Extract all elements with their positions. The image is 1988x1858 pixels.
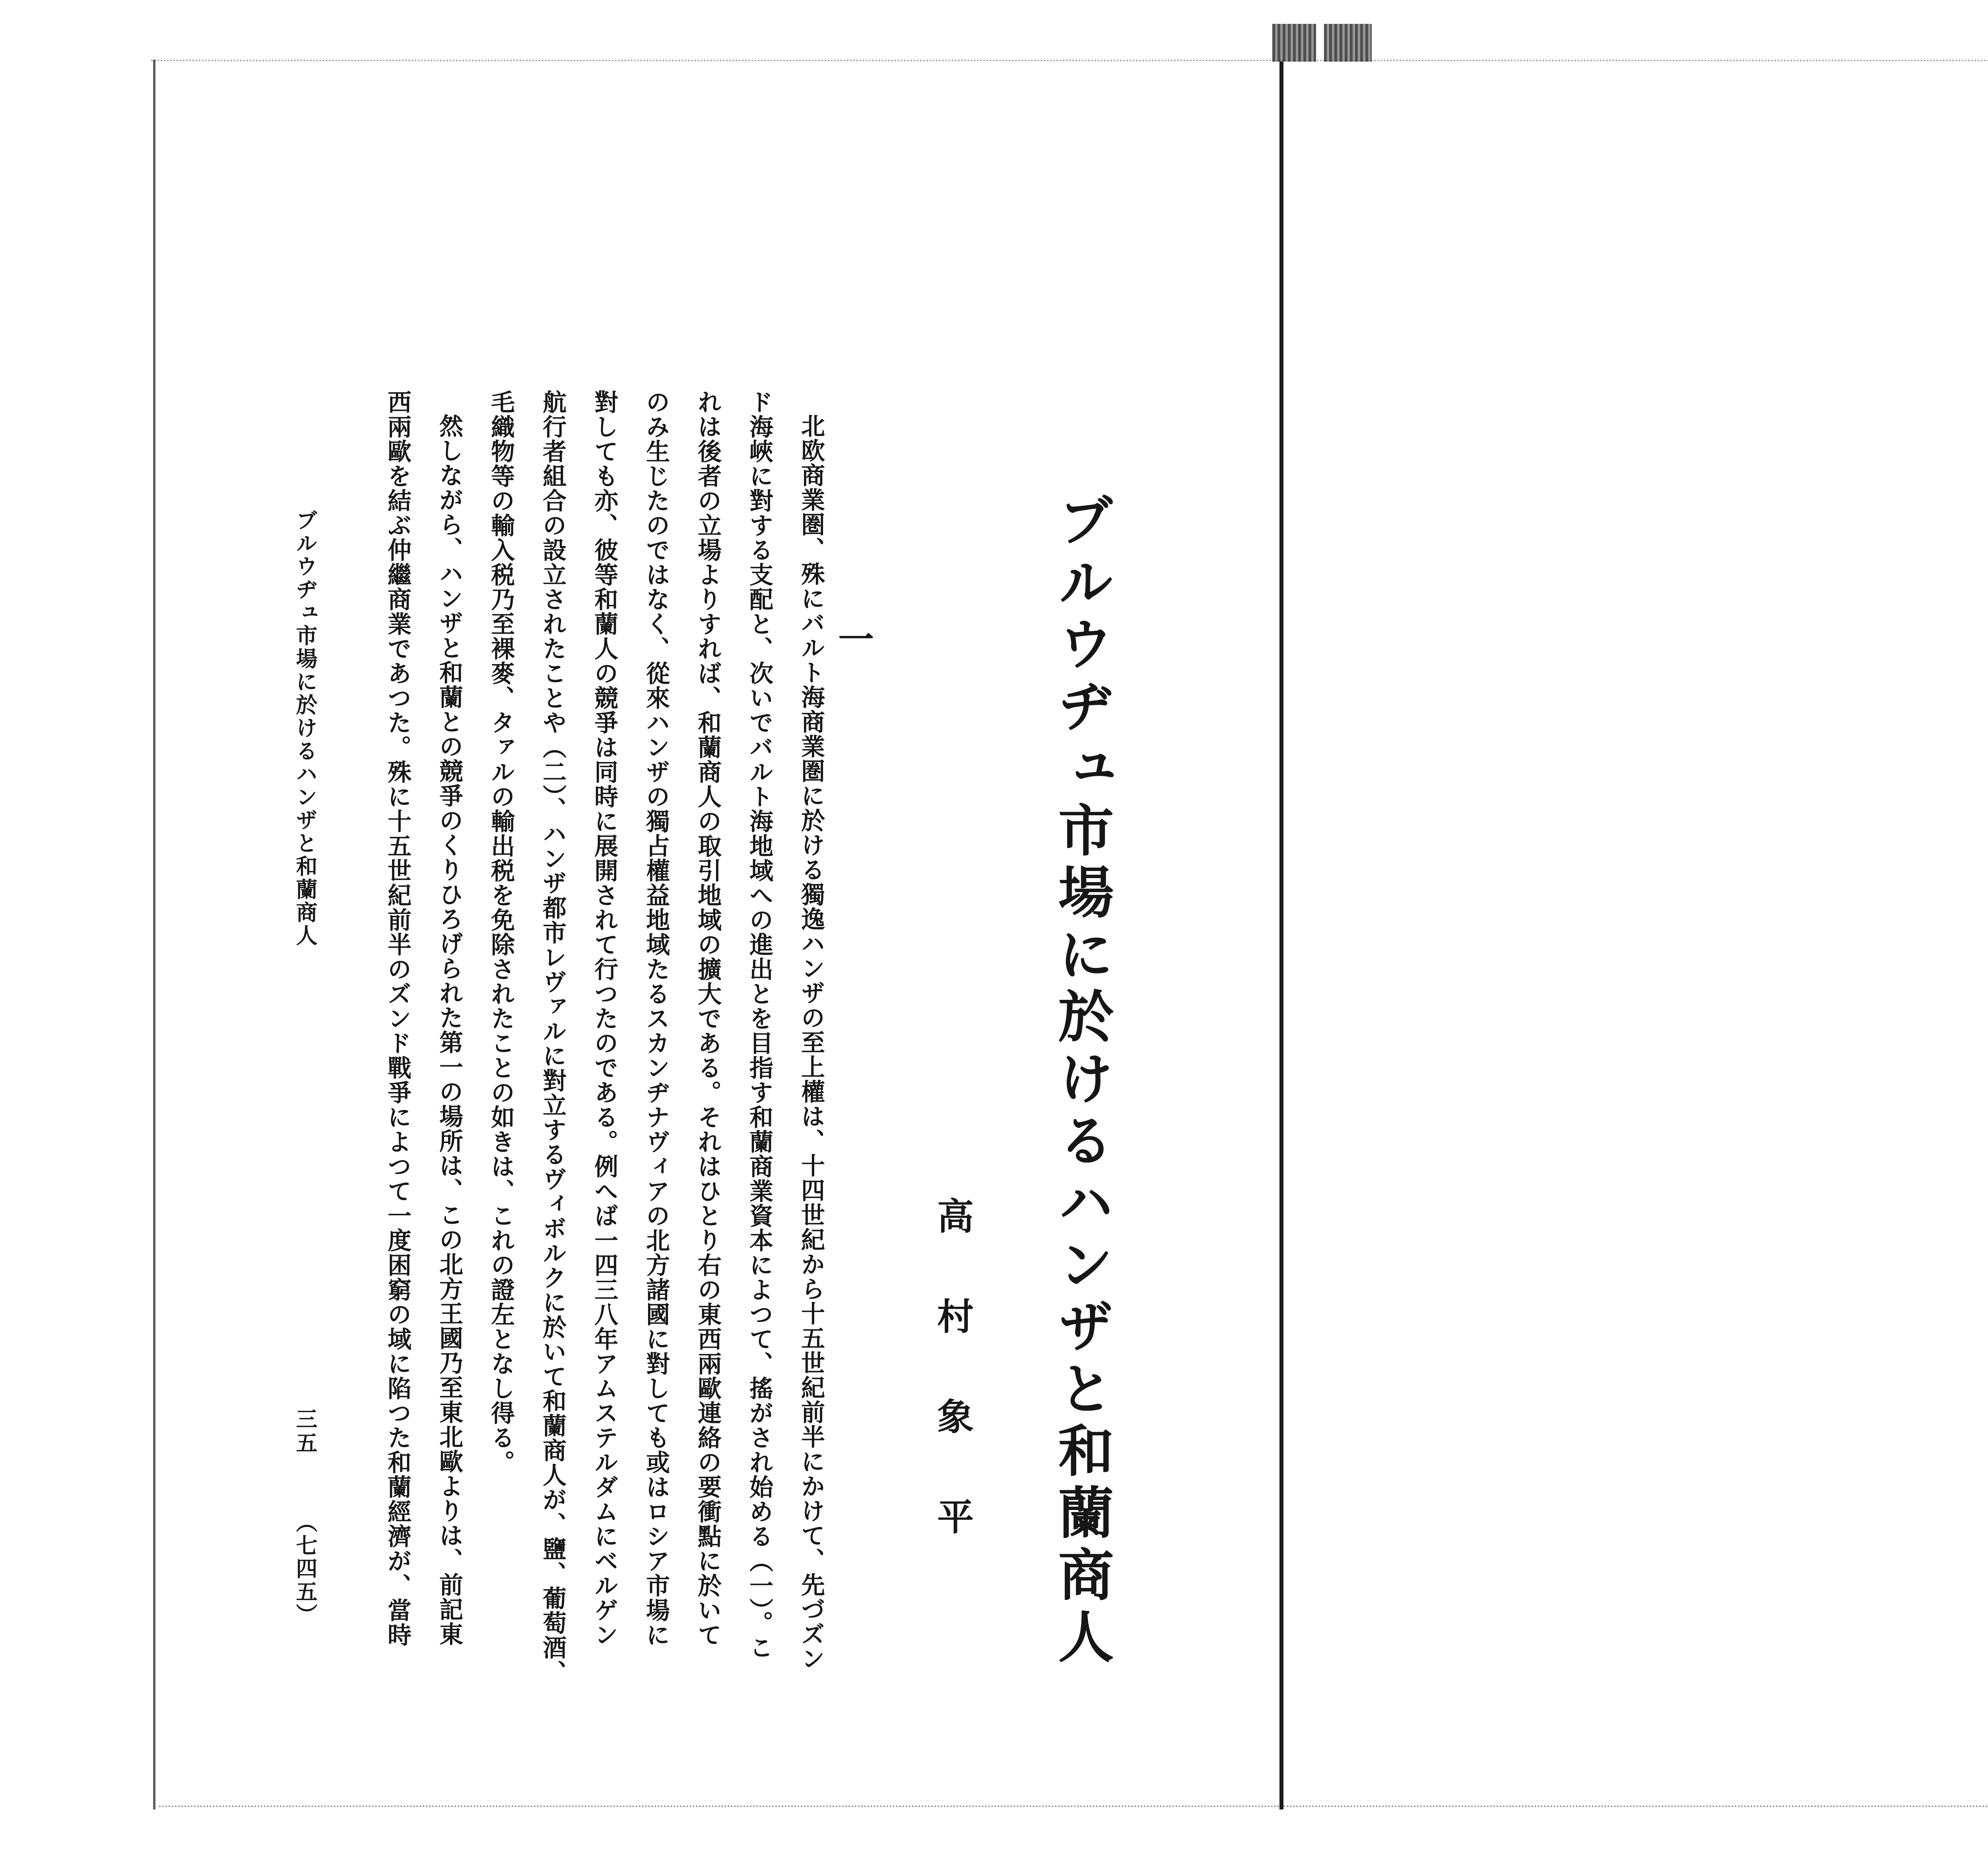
binding-gutter xyxy=(1279,60,1283,1809)
page-folio-parenthetical: （七四五） xyxy=(293,1511,318,1627)
body-line: 西兩歐を結ぶ仲繼商業であつた。殊に十五世紀前半のズンド戰爭によつて一度困窮の域に陷つた和蘭經濟が、當時 xyxy=(384,390,412,1647)
article-title: ブルウヂュ市場に於けるハンザと和蘭商人 xyxy=(1049,491,1114,1670)
binding-mark xyxy=(1272,24,1316,62)
body-line: 航行者組合の設立されたことや（二）、ハンザ都市レヴァルに對立するヴィボルクに於いて和蘭商人が、鹽、葡萄酒、 xyxy=(539,390,567,1685)
running-footer: ブルウヂュ市場に於けるハンザと和蘭商人 xyxy=(293,509,318,947)
section-number: 一 xyxy=(832,620,874,656)
body-line: 對しても亦、彼等和蘭人の競爭は同時に展開されて行つたのである。例へば一四三八年アムステルダムにベルゲン xyxy=(590,390,618,1647)
page-top-edge xyxy=(151,60,1988,61)
body-line: れは後者の立場よりすれば、和蘭商人の取引地域の擴大である。それはひとり右の東西兩歐連絡の要衝點に於いて xyxy=(694,390,722,1647)
left-page-edge xyxy=(153,60,155,1809)
body-line: 毛織物等の輸入税乃至裸麥、タァルの輸出税を免除されたことの如きは、これの證左となし得る。 xyxy=(487,390,515,1475)
body-line: 然しながら、ハンザと和蘭との競爭のくりひろげられた第一の場所は、この北方王國乃至東北歐よりは、前記東 xyxy=(435,414,463,1646)
binding-mark xyxy=(1324,24,1372,62)
body-line: 北欧商業圏、殊にバルト海商業圏に於ける獨逸ハンザの至上權は、十四世紀から十五世紀前半にかけて、先づズン xyxy=(797,414,825,1671)
page-folio: 三五 xyxy=(293,1408,318,1456)
body-line: のみ生じたのではなく、從來ハンザの獨占權益地域たるスカンヂナヴィアの北方諸國に對しても或はロシア市場に xyxy=(642,390,670,1647)
article-author: 高村象平 xyxy=(931,1197,974,1598)
page-bottom-edge xyxy=(159,1806,1988,1807)
body-line: ド海峽に對する支配と、次いでバルト海地域への進出とを目指す和蘭商業資本によつて、搖がされ始める（一）。こ xyxy=(746,390,773,1660)
